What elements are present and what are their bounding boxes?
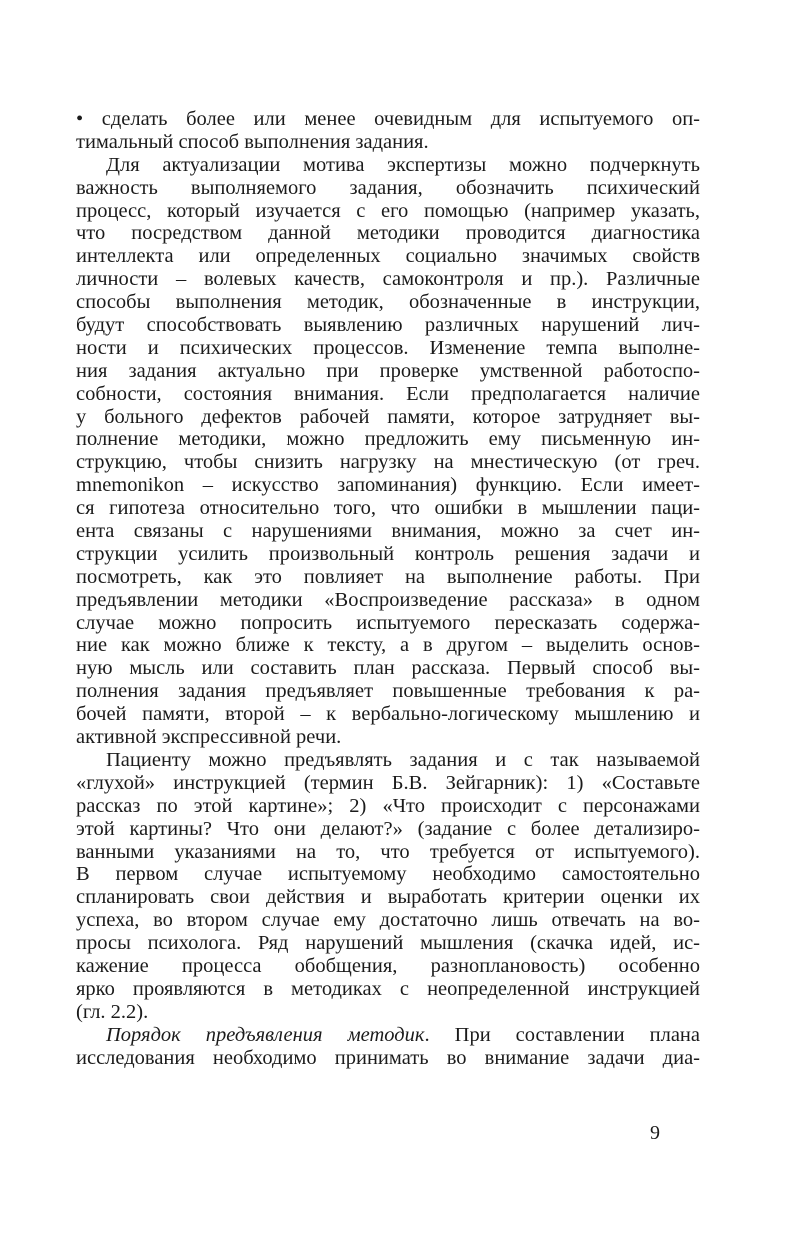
- text-line: бочей памяти, второй – к вербально-логическому мышлению и: [76, 703, 700, 726]
- text-line: важность выполняемого задания, обозначить психический: [76, 176, 700, 199]
- text-line: кажение процесса обобщения, разноплановость) особенно: [76, 954, 700, 977]
- text-line: «глухой» инструкцией (термин Б.В. Зейгарник): 1) «Составьте: [76, 771, 700, 794]
- text-line: что посредством данной методики проводится диагностика: [76, 222, 700, 245]
- text-line: посмотреть, как это повлияет на выполнение работы. При: [76, 565, 700, 588]
- text-line: рассказ по этой картине»; 2) «Что происходит с персонажами: [76, 794, 700, 817]
- text-line: струкцию, чтобы снизить нагрузку на мнестическую (от греч.: [76, 451, 700, 474]
- text-line: ности и психических процессов. Изменение темпа выполне-: [76, 336, 700, 359]
- paragraph: [76, 1024, 700, 1070]
- text-line: В первом случае испытуемому необходимо самостоятельно: [76, 863, 700, 886]
- text-line: полнения задания предъявляет повышенные требования к ра-: [76, 680, 700, 703]
- text-line: способы выполнения методик, обозначенные в инструкции,: [76, 291, 700, 314]
- text-line: этой картины? Что они делают?» (задание с более детализиро-: [76, 817, 700, 840]
- text-line: полнение методики, можно предложить ему письменную ин-: [76, 428, 700, 451]
- text-line: тимальный способ выполнения задания.: [76, 130, 429, 153]
- text-line: • сделать более или менее очевидным для испытуемого оп-: [76, 108, 700, 130]
- text-line: Пациенту можно предъявлять задания и с так называемой: [106, 748, 700, 771]
- paragraph: [76, 749, 700, 1024]
- text-line: предъявлении методики «Воспроизведение рассказа» в одном: [76, 588, 700, 611]
- text-line: собности, состояния внимания. Если предполагается наличие: [76, 382, 700, 405]
- text-line: исследования необходимо принимать во внимание задачи диа-: [76, 1046, 700, 1069]
- text-line: ванными указаниями на то, что требуется от испытуемого).: [76, 840, 700, 863]
- text-line: случае можно попросить испытуемого пересказать содержа-: [76, 611, 700, 634]
- text-line: процесс, который изучается с его помощью (например указать,: [76, 199, 700, 222]
- text-line: (гл. 2.2).: [76, 1000, 149, 1023]
- text-line: струкции усилить произвольный контроль решения задачи и: [76, 542, 700, 565]
- text-line: ента связаны с нарушениями внимания, можно за счет ин-: [76, 520, 700, 543]
- text-line: интеллекта или определенных социально значимых свойств: [76, 245, 700, 268]
- text-line: спланировать свои действия и выработать критерии оценки их: [76, 886, 700, 909]
- section-lead: Порядок предъявления методик: [106, 1023, 425, 1046]
- text-line: ярко проявляются в методиках с неопределенной инструкцией: [76, 977, 700, 1000]
- text-line: ную мысль или составить план рассказа. Первый способ вы-: [76, 657, 700, 680]
- text-line: Для актуализации мотива экспертизы можно подчеркнуть: [106, 153, 700, 176]
- text-line: просы психолога. Ряд нарушений мышления (скачка идей, ис-: [76, 932, 700, 955]
- text-line: личности – волевых качеств, самоконтроля и пр.). Различные: [76, 268, 700, 291]
- paragraph: [76, 154, 700, 749]
- bullet-paragraph: [76, 108, 700, 154]
- text-line: успеха, во втором случае ему достаточно лишь отвечать на во-: [76, 909, 700, 932]
- text-line: активной экспрессивной речи.: [76, 726, 342, 749]
- text-line: будут способствовать выявлению различных нарушений лич-: [76, 314, 700, 337]
- page-body: [76, 108, 700, 1069]
- text-line: у больного дефектов рабочей памяти, которое затрудняет вы-: [76, 405, 700, 428]
- text-line: ние как можно ближе к тексту, а в другом – выделить основ-: [76, 634, 700, 657]
- text-line: mnemonikon – искусство запоминания) функцию. Если имеет-: [76, 474, 700, 497]
- page-number: 9: [650, 1122, 660, 1144]
- text-line: [76, 1024, 700, 1047]
- text-line: ся гипотеза относительно того, что ошибки в мышлении паци-: [76, 497, 700, 520]
- text-line: ния задания актуально при проверке умственной работоспо-: [76, 359, 700, 382]
- lead-continuation: . При составлении плана: [424, 1023, 700, 1046]
